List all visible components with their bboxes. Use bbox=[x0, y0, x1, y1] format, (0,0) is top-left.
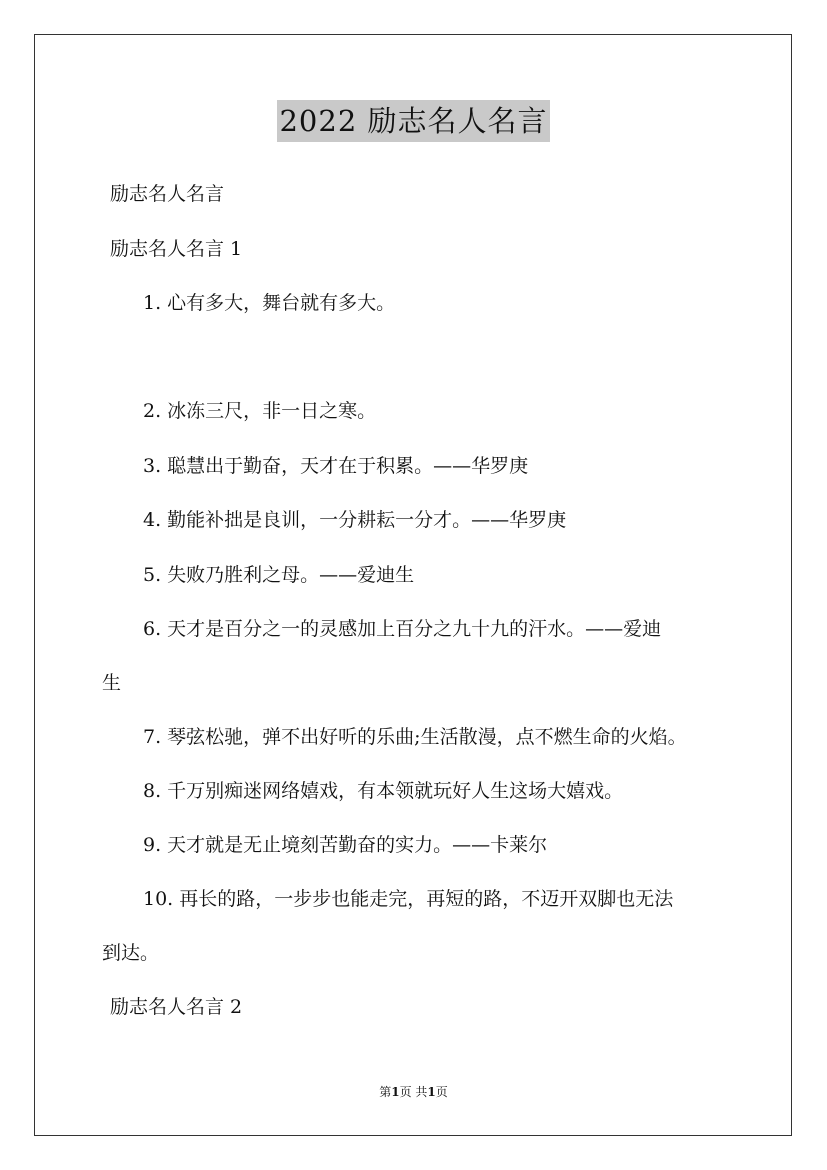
quote-line: 7. 琴弦松驰，弹不出好听的乐曲;生活散漫，点不燃生命的火焰。 bbox=[143, 726, 687, 748]
page-footer bbox=[0, 1084, 827, 1100]
footer-suffix: 页 bbox=[435, 1085, 448, 1099]
quote-line: 5. 失败乃胜利之母。——爱迪生 bbox=[143, 564, 415, 586]
document-title: 2022 励志名人名言 bbox=[277, 100, 549, 142]
footer-page-number: 1 bbox=[391, 1085, 400, 1099]
footer-prefix: 第 bbox=[379, 1085, 392, 1099]
quote-line: 8. 千万别痴迷网络嬉戏，有本领就玩好人生这场大嬉戏。 bbox=[143, 780, 624, 802]
subheading-1: 励志名人名言 1 bbox=[110, 238, 243, 260]
quote-line: 4. 勤能补拙是良训，一分耕耘一分才。——华罗庚 bbox=[143, 509, 567, 531]
title-container bbox=[0, 100, 827, 142]
quote-line-continuation: 生 bbox=[102, 672, 122, 694]
quote-line: 3. 聪慧出于勤奋，天才在于积累。——华罗庚 bbox=[143, 455, 529, 477]
footer-middle: 页 共 bbox=[399, 1085, 428, 1099]
quote-line: 6. 天才是百分之一的灵感加上百分之九十九的汗水。——爱迪 bbox=[143, 618, 662, 640]
quote-line: 2. 冰冻三尺，非一日之寒。 bbox=[143, 400, 377, 422]
quote-line-continuation: 到达。 bbox=[102, 942, 160, 964]
quote-line: 10. 再长的路，一步步也能走完，再短的路，不迈开双脚也无法 bbox=[143, 888, 674, 910]
footer-total-pages: 1 bbox=[427, 1085, 436, 1099]
section-heading: 励志名人名言 bbox=[110, 183, 225, 205]
subheading-2: 励志名人名言 2 bbox=[110, 996, 243, 1018]
quote-line: 1. 心有多大，舞台就有多大。 bbox=[143, 292, 396, 314]
quote-line: 9. 天才就是无止境刻苦勤奋的实力。——卡莱尔 bbox=[143, 834, 548, 856]
